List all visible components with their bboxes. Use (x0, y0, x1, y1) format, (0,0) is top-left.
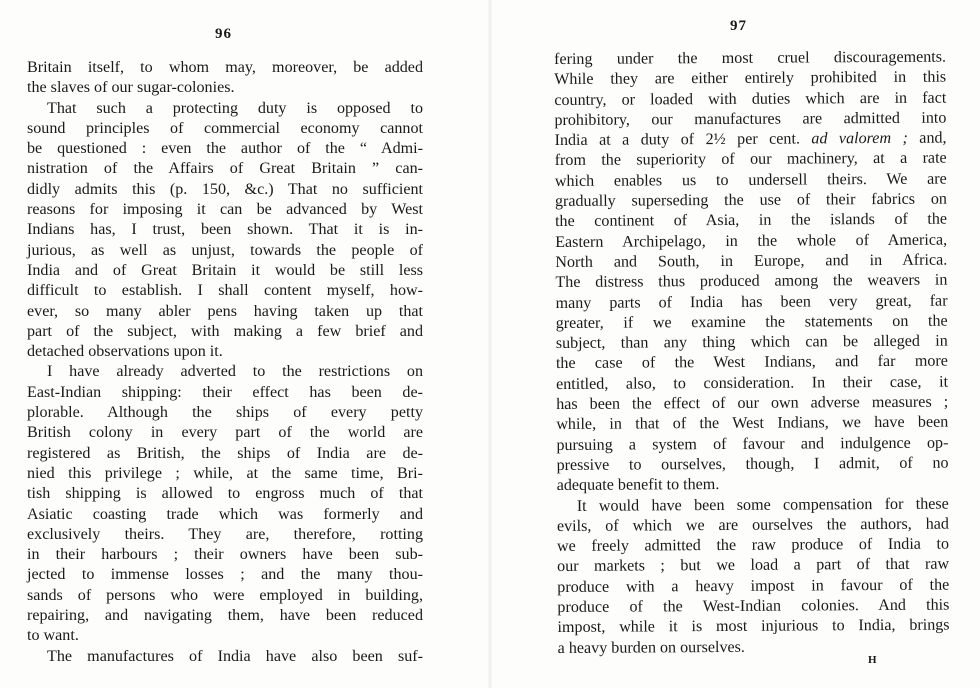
text-line: repairing, and navigating them, have been reduced (27, 607, 423, 625)
text-line: It would have been some compensation for these (576, 495, 949, 515)
text-line: The distress thus produced among the weavers in (555, 271, 948, 292)
text-line: ever, so many abler pens having taken up that (27, 302, 423, 320)
page-number-left: 96 (215, 26, 232, 42)
text-line: impost, while it is most injurious to India, brings (557, 616, 950, 637)
text-line: exclusively theirs. They are, therefore, rotting (27, 525, 423, 543)
text-line: which enables us to undersell theirs. We are (554, 170, 947, 190)
text-line: Indians has, I trust, been shown. That it is in- (27, 221, 423, 239)
left-page-text (27, 58, 423, 667)
text-line: didly admits this (p. 150, &c.) That no sufficient (27, 180, 423, 198)
text-line: While they are either entirely prohibited in this (554, 68, 947, 89)
text-line: we freely admitted the raw produce of India to (556, 535, 950, 556)
text-line: be questioned : even the author of the “ Admi- (27, 140, 423, 158)
text-line: nied this privilege ; while, at the same time, Bri- (27, 464, 423, 482)
text-line: gradually superseding the use of their fabrics on (554, 190, 947, 211)
text-line: sands of persons who were employed in building, (27, 586, 423, 604)
text-line: a heavy burden on ourselves. (557, 638, 745, 657)
text-line: part of the subject, with making a few brief and (27, 322, 423, 340)
text-line: in their harbours ; their owners have been sub- (27, 546, 423, 564)
text-line: Britain itself, to whom may, moreover, be added (27, 59, 423, 76)
italic-phrase: ad valorem ; (811, 130, 908, 148)
text-line: the case of the West Indians, and far more (555, 353, 948, 373)
text-line: evils, of which we are ourselves the authors, had (556, 515, 949, 535)
text-line: sound principles of commercial economy cannot (27, 119, 423, 137)
text-line: India and of Great Britain it would be still less (27, 261, 423, 279)
text-line: Asiatic coasting trade which was formerly and (27, 505, 423, 523)
text-line: prohibitory, our manufactures are admitted into (554, 109, 947, 129)
text-line: detached observations upon it. (27, 343, 223, 361)
signature-mark: H (868, 654, 878, 666)
text-line: jurious, as well as unjust, towards the people of (27, 241, 423, 259)
right-page (490, 0, 980, 688)
right-page-text (554, 48, 950, 659)
text-line: the continent of Asia, in the islands of the (554, 210, 948, 231)
text-segment: and, (907, 129, 947, 148)
text-line: tish shipping is allowed to engross much of that (27, 485, 423, 503)
text-line: many parts of India has been very great, far (555, 292, 948, 312)
text-line: nistration of the Affairs of Great Britain ” can- (27, 160, 423, 178)
text-line: I have already adverted to the restrictions on (47, 363, 423, 381)
text-line: difficult to establish. I shall content myself, how- (27, 282, 423, 300)
text-line: produce of the West-Indian colonies. And this (557, 596, 950, 617)
text-line (554, 129, 946, 152)
text-line: registered as British, the ships of India are de- (27, 444, 423, 462)
text-line: the slaves of our sugar-colonies. (27, 79, 235, 97)
text-line: adequate benefit to them. (556, 476, 720, 495)
text-line: entitled, also, to consideration. In their case, it (555, 373, 949, 393)
text-line: our markets ; but we load a part of that raw (557, 556, 950, 576)
text-line: has been the effect of our own adverse measures ; (556, 393, 949, 414)
text-line: Eastern Archipelago, in the whole of America, (555, 231, 948, 251)
text-line: pursuing a system of favour and indulgence op- (556, 434, 949, 454)
text-line: country, or loaded with duties which are in fact (554, 89, 947, 109)
text-line: reasons for imposing it can be advanced by West (27, 201, 423, 219)
text-line: East-Indian shipping: their effect has been de- (27, 383, 423, 401)
page-number-right: 97 (730, 18, 747, 34)
text-line: fering under the most cruel discouragements. (554, 48, 947, 68)
text-line: plorable. Although the ships of every petty (27, 404, 423, 422)
text-line: from the superiority of our machinery, at a rate (554, 150, 947, 170)
text-line: pressive to ourselves, though, I admit, of no (556, 454, 949, 474)
text-line: greater, if we examine the statements on the (555, 312, 948, 332)
text-line: subject, than any thing which can be alleged in (555, 332, 948, 353)
text-line: to want. (27, 627, 79, 645)
text-line: produce with a heavy impost in favour of the (557, 576, 950, 596)
text-line: British colony in every part of the world are (27, 424, 423, 442)
text-line: The manufactures of India have also been suf- (47, 647, 423, 665)
text-line: jected to immense losses ; and the many thou- (27, 566, 423, 584)
text-segment: India at a duty of 2½ per cent. (554, 130, 812, 150)
text-line: North and South, in Europe, and in Africa. (555, 251, 948, 271)
text-line: That such a protecting duty is opposed to (47, 99, 423, 117)
text-line: while, in that of the West Indians, we have been (556, 413, 949, 434)
